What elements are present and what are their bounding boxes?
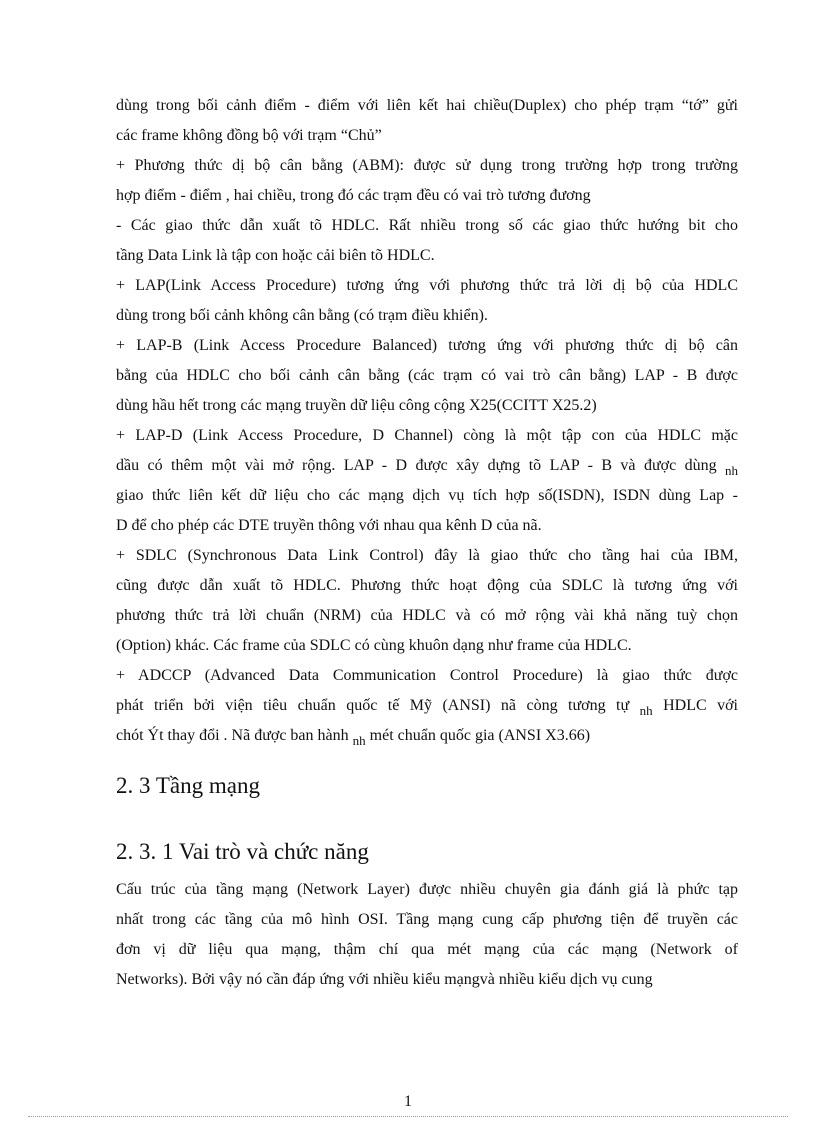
text-line: nhất trong các tầng của mô hình OSI. Tầng mạng cung cấp phương tiện để truyền các [116,911,738,928]
subsection-heading-role-function: 2. 3. 1 Vai trò và chức năng [116,839,369,864]
page-number: 1 [404,1093,412,1110]
subscript-fragment: nh [639,703,653,718]
text-line-lapd-continued [116,451,738,481]
text-line: - Các giao thức dẫn xuất tõ HDLC. Rất nhiều trong số các giao thức hướng bit cho [116,217,738,234]
paragraph-block-network-layer [116,875,738,995]
text-line-ansi-standard [116,721,738,751]
text-segment: chót Ýt thay đổi . Nã được ban hành [116,727,353,744]
text-line: bằng của HDLC cho bối cảnh cân bằng (các trạm có vai trò cân bằng) LAP - B được [116,367,738,384]
heading-spacer [116,867,738,875]
text-line-adccp-ansi [116,691,738,721]
text-line: (Option) khác. Các frame của SDLC có cùng khuôn dạng như frame của HDLC. [116,637,632,654]
text-line: Cấu trúc của tầng mạng (Network Layer) được nhiều chuyên gia đánh giá là phức tạp [116,881,738,898]
text-segment: HDLC với [652,697,738,714]
text-line: + ADCCP (Advanced Data Communication Control Procedure) là giao thức được [116,667,738,684]
text-line: + SDLC (Synchronous Data Link Control) đây là giao thức cho tầng hai của IBM, [116,547,738,564]
text-line: giao thức liên kết dữ liệu cho các mạng dịch vụ tích hợp số(ISDN), ISDN dùng Lap - [116,487,738,504]
text-line: hợp điểm - điểm , hai chiều, trong đó các trạm đều có vai trò tương đương [116,187,591,204]
text-line: + LAP-B (Link Access Procedure Balanced) tương ứng với phương thức dị bộ cân [116,337,738,354]
text-line: D để cho phép các DTE truyền thông với nhau qua kênh D của nã. [116,517,542,534]
text-line: các frame không đồng bộ với trạm “Chủ” [116,127,382,144]
text-line: tầng Data Link là tập con hoặc cải biên tõ HDLC. [116,247,435,264]
text-line: + LAP(Link Access Procedure) tương ứng với phương thức trả lời dị bộ của HDLC [116,277,738,294]
paragraph-block-hdlc-modes [116,91,738,451]
text-segment: phát triển bởi viện tiêu chuẩn quốc tế Mỹ (ANSI) nã còng tương tự [116,697,640,714]
document-body [116,91,738,995]
footer-divider [28,1116,788,1117]
subscript-fragment: nh [352,733,366,748]
text-line: đơn vị dữ liệu qua mạng, thậm chí qua mét mạng của các mạng (Network of [116,941,738,958]
section-heading-network-layer: 2. 3 Tầng mạng [116,773,260,798]
text-line: dùng trong bối cảnh không cân bằng (có trạm điều khiển). [116,307,488,324]
text-line: dùng trong bối cảnh điểm - điểm với liên kết hai chiều(Duplex) cho phép trạm “tớ” gửi [116,97,738,114]
text-line: + LAP-D (Link Access Procedure, D Channel) còng là một tập con của HDLC mặc [116,427,738,444]
paragraph-block-sdlc-adccp [116,481,738,691]
text-segment: mét chuẩn quốc gia (ANSI X3.66) [365,727,591,744]
text-segment: dầu có thêm một vài mở rộng. LAP - D được xây dựng tõ LAP - B và được dùng [116,457,725,474]
subscript-fragment: nh [725,463,738,478]
text-line: + Phương thức dị bộ cân bằng (ABM): được sử dụng trong trường hợp trong trường [116,157,738,174]
text-line: phương thức trả lời chuẩn (NRM) của HDLC và có mở rộng vài khả năng tuỳ chọn [116,607,738,624]
text-line: Networks). Bởi vậy nó cần đáp ứng với nhiều kiểu mạngvà nhiều kiểu dịch vụ cung [116,971,653,988]
text-line: dùng hầu hết trong các mạng truyền dữ liệu công cộng X25(CCITT X25.2) [116,397,597,414]
text-line: cũng được dẫn xuất tõ HDLC. Phương thức hoạt động của SDLC là tương ứng với [116,577,738,594]
